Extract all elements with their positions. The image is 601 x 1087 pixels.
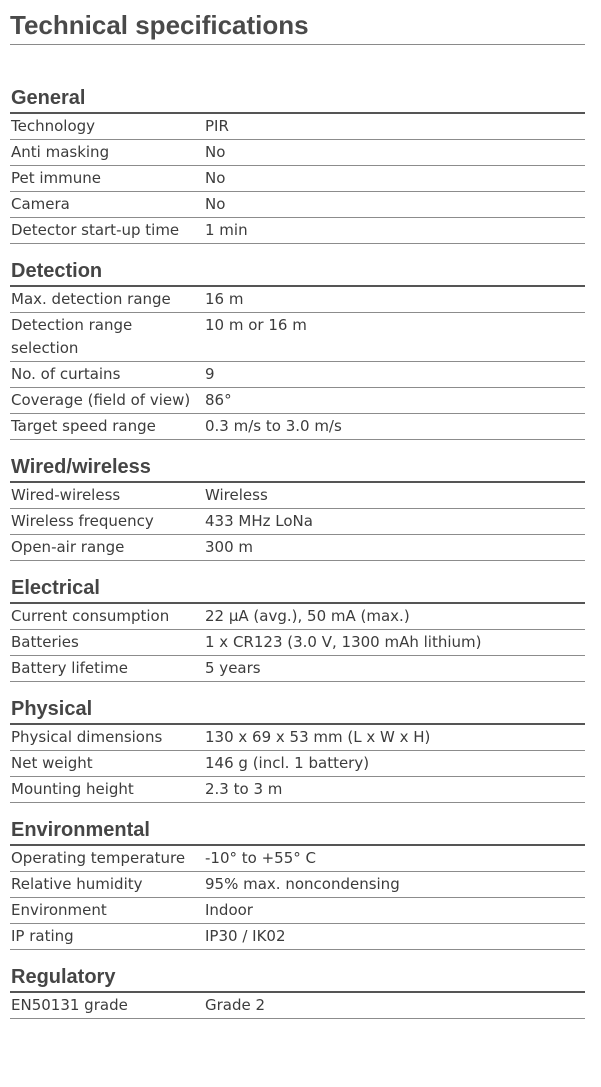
- spec-row: [10, 630, 585, 656]
- spec-value: No: [205, 143, 226, 161]
- spec-label: Physical dimensions: [11, 728, 163, 746]
- spec-row: [10, 362, 585, 388]
- title-spacer: [10, 45, 585, 86]
- spec-row: [10, 483, 585, 509]
- spec-value: 1 x CR123 (3.0 V, 1300 mAh lithium): [205, 633, 482, 651]
- spec-value: 86°: [205, 391, 232, 409]
- spec-value: Indoor: [205, 901, 253, 919]
- spec-section-detection: [10, 259, 585, 440]
- spec-label: EN50131 grade: [11, 996, 128, 1014]
- spec-section-regulatory: [10, 965, 585, 1019]
- spec-row: [10, 656, 585, 682]
- spec-label: Detector start-up time: [11, 221, 180, 239]
- section-spacer: [10, 803, 585, 818]
- spec-label: Battery lifetime: [11, 659, 129, 677]
- spec-value: 130 x 69 x 53 mm (L x W x H): [205, 728, 431, 746]
- section-spacer: [10, 682, 585, 697]
- spec-label: Mounting height: [11, 780, 134, 798]
- spec-value: 1 min: [205, 221, 248, 239]
- spec-value: 433 MHz LoNa: [205, 512, 313, 530]
- spec-row: [10, 218, 585, 244]
- spec-row: [10, 114, 585, 140]
- section-spacer: [10, 950, 585, 965]
- spec-row: [10, 509, 585, 535]
- spec-value: 300 m: [205, 538, 254, 556]
- spec-value: IP30 / IK02: [205, 927, 286, 945]
- section-heading: Environmental: [10, 818, 585, 846]
- spec-row: [10, 535, 585, 561]
- section-heading: Regulatory: [10, 965, 585, 993]
- spec-row: [10, 924, 585, 950]
- spec-row: [10, 872, 585, 898]
- section-spacer: [10, 244, 585, 259]
- spec-row: [10, 388, 585, 414]
- spec-value: 9: [205, 365, 215, 383]
- spec-label: Camera: [11, 195, 70, 213]
- spec-label: Environment: [11, 901, 107, 919]
- spec-value: Grade 2: [205, 996, 266, 1014]
- spec-label: Pet immune: [11, 169, 102, 187]
- spec-row: [10, 313, 585, 362]
- spec-label: Coverage (field of view): [11, 391, 191, 409]
- section-spacer: [10, 561, 585, 576]
- spec-sheet: [10, 0, 585, 1019]
- spec-label: Batteries: [11, 633, 79, 651]
- spec-row: [10, 993, 585, 1019]
- spec-value: 95% max. noncondensing: [205, 875, 400, 893]
- spec-label: Relative humidity: [11, 875, 143, 893]
- spec-label: No. of curtains: [11, 365, 121, 383]
- spec-row: [10, 604, 585, 630]
- spec-row: [10, 751, 585, 777]
- spec-value: 10 m or 16 m: [205, 316, 307, 334]
- spec-label: Open-air range: [11, 538, 125, 556]
- spec-section-wired-wireless: [10, 455, 585, 561]
- spec-section-environmental: [10, 818, 585, 950]
- section-heading: Physical: [10, 697, 585, 725]
- spec-row: [10, 287, 585, 313]
- spec-label: Wired-wireless: [11, 486, 121, 504]
- spec-value: -10° to +55° C: [205, 849, 316, 867]
- spec-row: [10, 898, 585, 924]
- spec-row: [10, 414, 585, 440]
- spec-section-electrical: [10, 576, 585, 682]
- section-spacer: [10, 440, 585, 455]
- spec-label: Net weight: [11, 754, 93, 772]
- spec-value: 146 g (incl. 1 battery): [205, 754, 370, 772]
- spec-row: [10, 846, 585, 872]
- spec-section-general: [10, 86, 585, 244]
- spec-label: Target speed range: [11, 417, 156, 435]
- section-heading: Detection: [10, 259, 585, 287]
- section-heading: Wired/wireless: [10, 455, 585, 483]
- spec-label: Wireless frequency: [11, 512, 154, 530]
- spec-row: [10, 192, 585, 218]
- section-heading: General: [10, 86, 585, 114]
- spec-value: PIR: [205, 117, 229, 135]
- spec-value: 22 µA (avg.), 50 mA (max.): [205, 607, 410, 625]
- section-heading: Electrical: [10, 576, 585, 604]
- spec-label: Technology: [11, 117, 96, 135]
- spec-value: 5 years: [205, 659, 261, 677]
- page-title: Technical specifications: [10, 0, 585, 45]
- spec-label: IP rating: [11, 927, 74, 945]
- spec-row: [10, 140, 585, 166]
- spec-value: 0.3 m/s to 3.0 m/s: [205, 417, 342, 435]
- spec-label: Max. detection range: [11, 290, 171, 308]
- spec-label: Current consumption: [11, 607, 170, 625]
- spec-value: Wireless: [205, 486, 268, 504]
- spec-label: Operating temperature: [11, 849, 186, 867]
- spec-section-physical: [10, 697, 585, 803]
- spec-row: [10, 166, 585, 192]
- spec-sections: [10, 86, 585, 1019]
- spec-value: No: [205, 195, 226, 213]
- spec-value: No: [205, 169, 226, 187]
- spec-label: Anti masking: [11, 143, 110, 161]
- spec-value: 16 m: [205, 290, 244, 308]
- spec-value: 2.3 to 3 m: [205, 780, 283, 798]
- spec-row: [10, 777, 585, 803]
- spec-label: Detection range selection: [11, 316, 133, 357]
- spec-row: [10, 725, 585, 751]
